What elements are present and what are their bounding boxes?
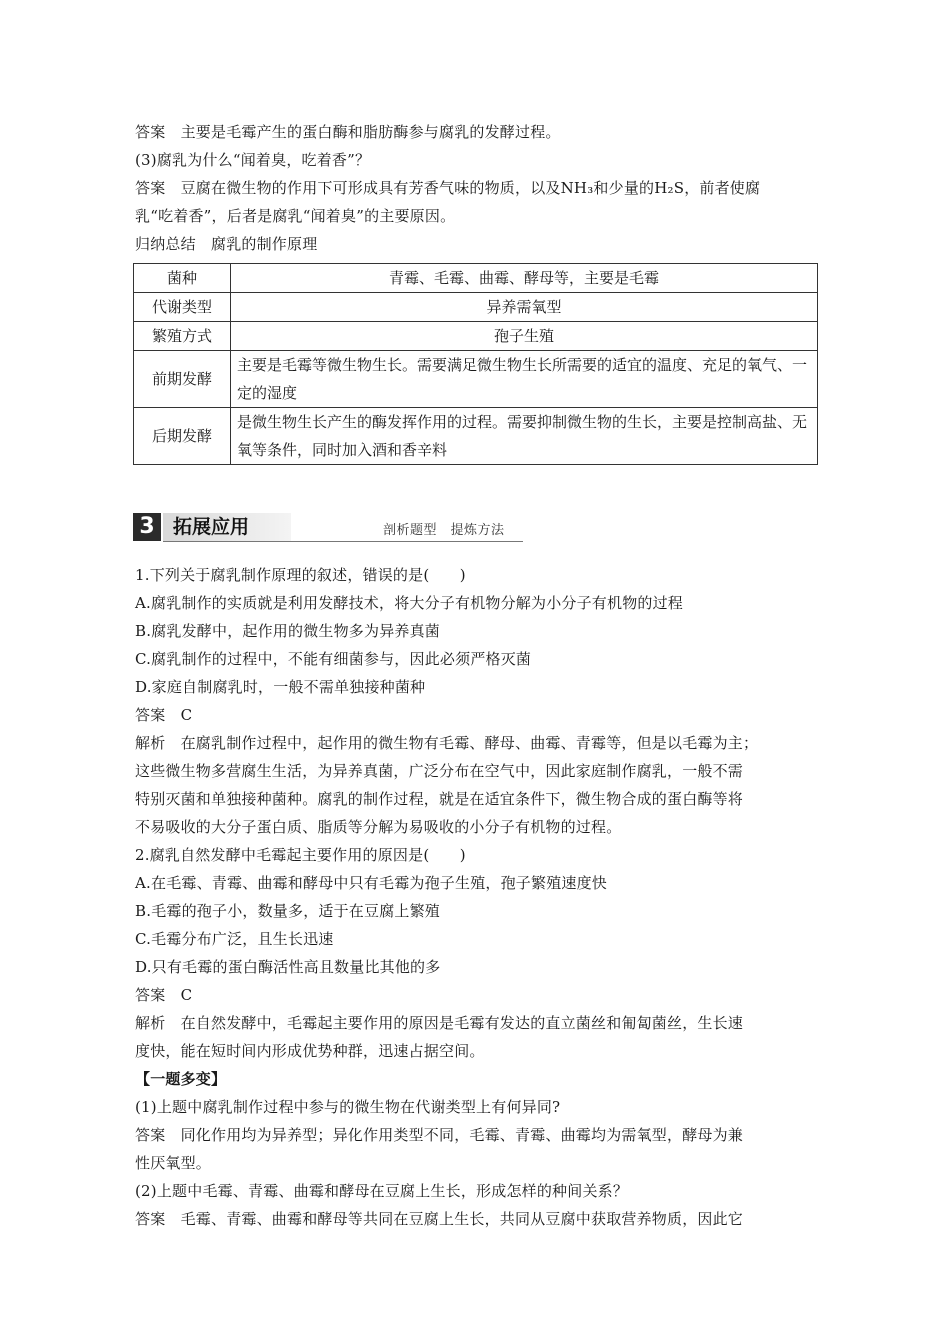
answer: 答案 C <box>135 986 193 1004</box>
section-header <box>133 512 523 542</box>
table-value: 异养需氧型 <box>231 293 818 322</box>
analysis-line: 解析 在自然发酵中，毛霉起主要作用的原因是毛霉有发达的直立菌丝和匍匐菌丝，生长速 <box>135 1014 744 1032</box>
answer-line: 答案 毛霉、青霉、曲霉和酵母等共同在豆腐上生长，共同从豆腐中获取营养物质，因此它 <box>135 1210 744 1228</box>
answer-line: 答案 同化作用均为异养型；异化作用类型不同，毛霉、青霉、曲霉均为需氧型，酵母为兼 <box>135 1126 744 1144</box>
question-1: 1.下列关于腐乳制作原理的叙述，错误的是( ) <box>135 566 466 584</box>
answer-line-1: 答案 主要是毛霉产生的蛋白酶和脂肪酶参与腐乳的发酵过程。 <box>135 123 561 141</box>
table-value: 主要是毛霉等微生物生长。需要满足微生物生长所需要的适宜的温度、充足的氧气、一定的湿度 <box>231 351 818 408</box>
option-c: C.腐乳制作的过程中，不能有细菌参与，因此必须严格灭菌 <box>135 650 532 668</box>
analysis-line: 不易吸收的大分子蛋白质、脂质等分解为易吸收的小分子有机物的过程。 <box>135 818 622 836</box>
table-row <box>134 293 818 322</box>
table-key: 菌种 <box>134 264 231 293</box>
question-2: 2.腐乳自然发酵中毛霉起主要作用的原因是( ) <box>135 846 466 864</box>
option-b: B.毛霉的孢子小，数量多，适于在豆腐上繁殖 <box>135 902 440 920</box>
table-value: 青霉、毛霉、曲霉、酵母等，主要是毛霉 <box>231 264 818 293</box>
analysis-line: 特别灭菌和单独接种菌种。腐乳的制作过程，就是在适宜条件下，微生物合成的蛋白酶等将 <box>135 790 744 808</box>
answer: 答案 C <box>135 706 193 724</box>
summary-heading: 归纳总结 腐乳的制作原理 <box>135 235 318 253</box>
answer-line-2: 答案 豆腐在微生物的作用下可形成具有芳香气味的物质，以及NH₃和少量的H₂S，前者使腐 <box>135 179 761 197</box>
table-row <box>134 322 818 351</box>
section-underline <box>163 541 523 542</box>
answer-line: 性厌氧型。 <box>135 1154 212 1172</box>
principle-table <box>133 263 818 465</box>
option-b: B.腐乳发酵中，起作用的微生物多为异养真菌 <box>135 622 440 640</box>
answer-line-2-cont: 乳“吃着香”，后者是腐乳“闻着臭”的主要原因。 <box>135 207 456 225</box>
option-d: D.家庭自制腐乳时，一般不需单独接种菌种 <box>135 678 426 696</box>
variant-question-2: (2)上题中毛霉、青霉、曲霉和酵母在豆腐上生长，形成怎样的种间关系？ <box>135 1182 629 1200</box>
table-key: 代谢类型 <box>134 293 231 322</box>
option-a: A.腐乳制作的实质就是利用发酵技术，将大分子有机物分解为小分子有机物的过程 <box>135 594 684 612</box>
table-value: 孢子生殖 <box>231 322 818 351</box>
section-number-badge: 3 <box>133 513 161 541</box>
analysis-line: 度快，能在短时间内形成优势种群，迅速占据空间。 <box>135 1042 485 1060</box>
section-subtitle: 剖析题型 提炼方法 <box>383 523 505 538</box>
table-key: 前期发酵 <box>134 351 231 408</box>
option-a: A.在毛霉、青霉、曲霉和酵母中只有毛霉为孢子生殖，孢子繁殖速度快 <box>135 874 608 892</box>
table-key: 繁殖方式 <box>134 322 231 351</box>
variant-question-1: (1)上题中腐乳制作过程中参与的微生物在代谢类型上有何异同? <box>135 1098 561 1116</box>
table-row <box>134 351 818 408</box>
option-d: D.只有毛霉的蛋白酶活性高且数量比其他的多 <box>135 958 441 976</box>
table-value: 是微生物生长产生的酶发挥作用的过程。需要抑制微生物的生长，主要是控制高盐、无氧等条件，同时加入酒和香辛料 <box>231 408 818 465</box>
option-c: C.毛霉分布广泛，且生长迅速 <box>135 930 334 948</box>
table-row <box>134 264 818 293</box>
question-3: (3)腐乳为什么“闻着臭，吃着香”？ <box>135 151 371 169</box>
table-row <box>134 408 818 465</box>
section-title: 拓展应用 <box>173 516 250 538</box>
variant-heading: 【一题多变】 <box>135 1070 227 1088</box>
analysis-line: 这些微生物多营腐生生活，为异养真菌，广泛分布在空气中，因此家庭制作腐乳，一般不需 <box>135 762 744 780</box>
analysis-line: 解析 在腐乳制作过程中，起作用的微生物有毛霉、酵母、曲霉、青霉等，但是以毛霉为主； <box>135 734 759 752</box>
table-key: 后期发酵 <box>134 408 231 465</box>
